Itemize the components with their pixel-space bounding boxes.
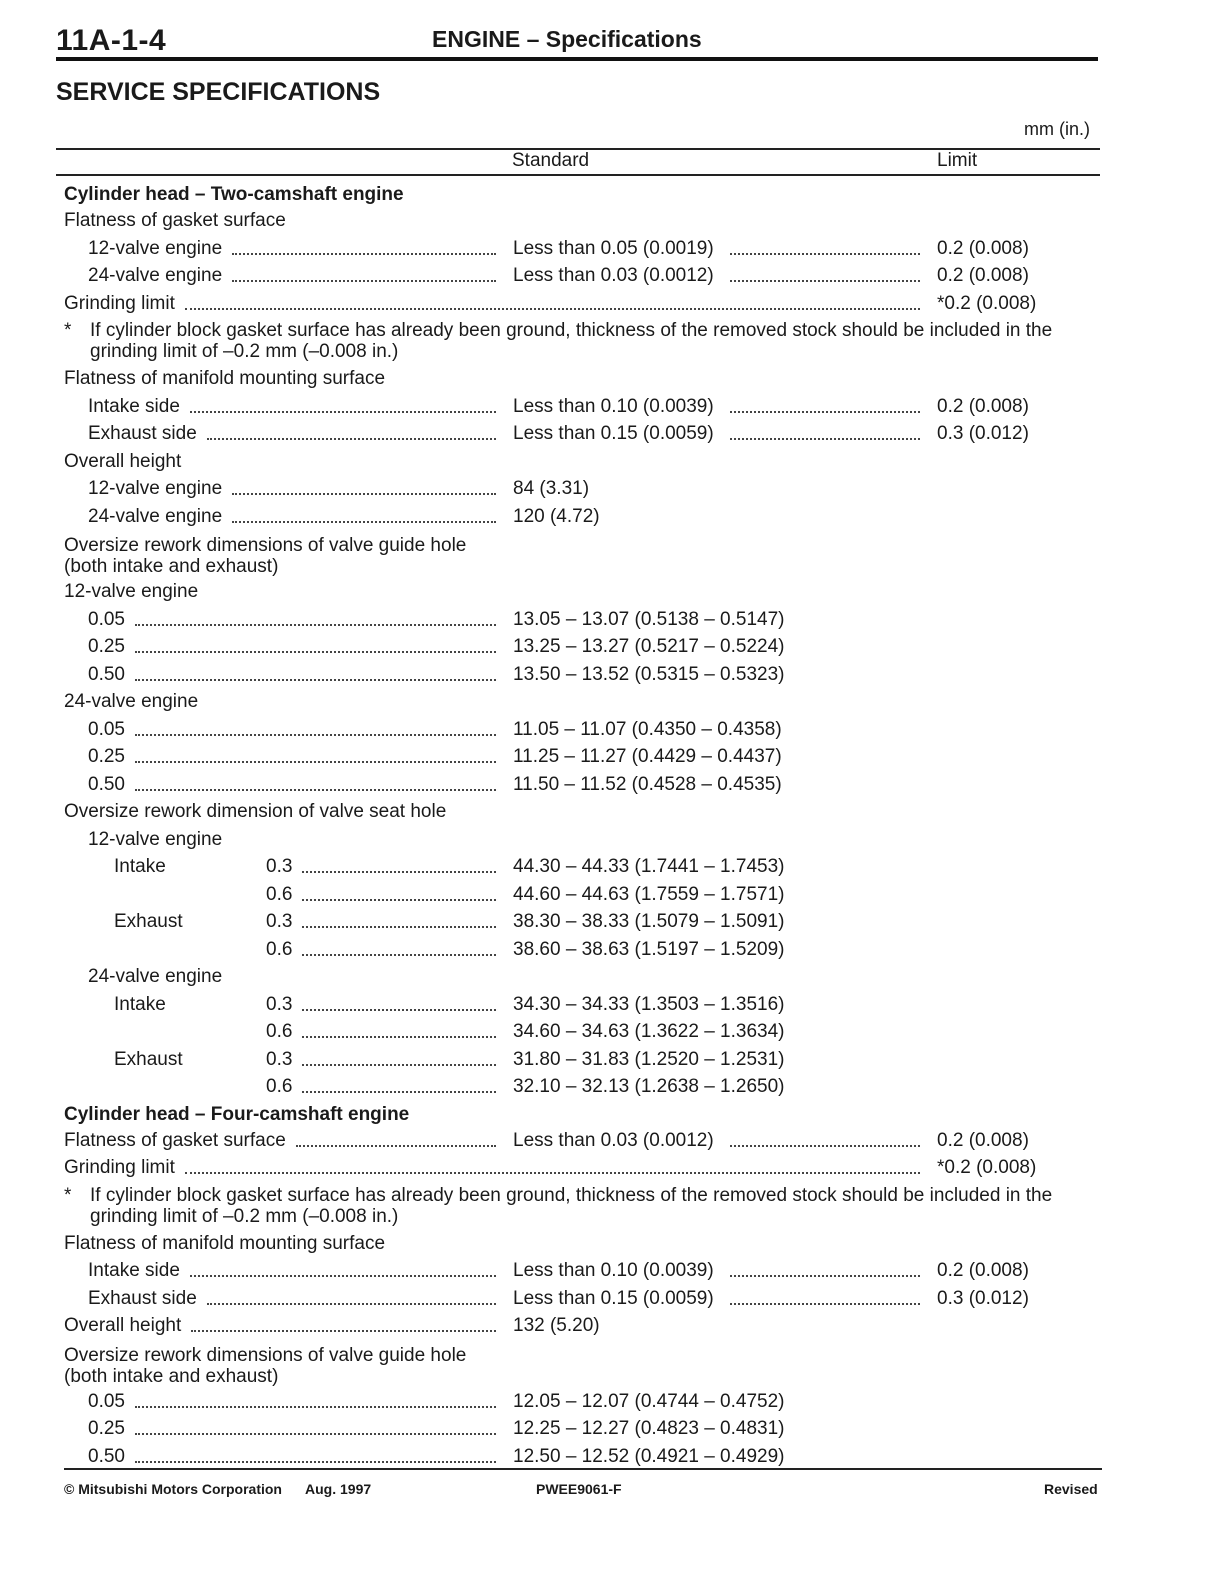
- limit-value: 0.2 (0.008): [937, 395, 1029, 417]
- limit-value: 0.2 (0.008): [937, 265, 1029, 286]
- row-label: 0.25: [88, 636, 125, 657]
- standard-value: Less than 0.10 (0.0039): [513, 1260, 714, 1281]
- standard-value: 31.80 – 31.83 (1.2520 – 1.2531): [513, 1048, 785, 1070]
- column-header-limit: Limit: [937, 150, 978, 171]
- row-label: 0.50: [88, 773, 125, 795]
- leader-dots: [185, 1172, 920, 1174]
- standard-value: 12.25 – 12.27 (0.4823 – 0.4831): [513, 1418, 785, 1439]
- leader-dots: [135, 624, 496, 626]
- leader-dots: [135, 679, 496, 681]
- footer-date: Aug. 1997: [305, 1481, 372, 1497]
- row-sublabel: 0.3: [266, 1048, 293, 1070]
- leader-dots: [302, 1036, 496, 1038]
- table-row: [0, 607, 1222, 633]
- leader-dots: [135, 651, 496, 653]
- row-label: 12-valve engine: [88, 828, 223, 850]
- leader-dots: [730, 1275, 920, 1277]
- table-row: [0, 504, 1222, 530]
- row-sublabel: 0.6: [266, 883, 293, 905]
- leader-dots: [135, 761, 496, 763]
- leader-dots: [302, 899, 496, 901]
- standard-value: 12.05 – 12.07 (0.4744 – 0.4752): [513, 1390, 785, 1412]
- leader-dots: [135, 1406, 496, 1408]
- table-row: [0, 744, 1222, 770]
- leader-dots: [135, 1433, 496, 1435]
- wrapped-label-line: Oversize rework dimensions of valve guide hole: [64, 1344, 467, 1366]
- leader-dots: [135, 734, 496, 736]
- row-sublabel: 0.3: [266, 856, 293, 877]
- row-label: Exhaust side: [88, 423, 197, 444]
- row-label: 24-valve engine: [88, 966, 223, 987]
- page-number: 11A-1-4: [56, 24, 167, 57]
- standard-value: Less than 0.03 (0.0012): [513, 265, 714, 286]
- row-label: Grinding limit: [64, 292, 175, 314]
- group-heading-label: Cylinder head – Two-camshaft engine: [64, 184, 404, 205]
- table-row: [0, 827, 1222, 853]
- standard-value: Less than 0.03 (0.0012): [513, 1129, 714, 1151]
- row-label: 0.50: [88, 1445, 125, 1467]
- row-label: 0.05: [88, 608, 125, 630]
- standard-value: 38.30 – 38.33 (1.5079 – 1.5091): [513, 911, 785, 932]
- row-label: Oversize rework dimension of valve seat hole: [64, 801, 447, 822]
- table-row: [0, 1286, 1222, 1312]
- table-row: [0, 476, 1222, 502]
- row-label: Intake side: [88, 395, 180, 417]
- table-row: [0, 291, 1222, 317]
- table-row: [0, 1389, 1222, 1415]
- standard-value: 120 (4.72): [513, 505, 600, 527]
- row-label: Intake: [114, 993, 166, 1015]
- limit-value: 0.3 (0.012): [937, 423, 1029, 444]
- table-row: [0, 263, 1222, 289]
- table-row: [0, 1313, 1222, 1339]
- row-label: 12-valve engine: [64, 581, 199, 602]
- column-header-standard: Standard: [512, 150, 590, 171]
- standard-value: 13.05 – 13.07 (0.5138 – 0.5147): [513, 608, 785, 630]
- table-row: [0, 1074, 1222, 1100]
- table-row: [0, 1019, 1222, 1045]
- row-label: 0.05: [88, 1390, 125, 1412]
- leader-dots: [302, 1091, 496, 1093]
- header-rule: [56, 57, 1098, 61]
- standard-value: 84 (3.31): [513, 478, 590, 499]
- row-label: Intake side: [88, 1260, 180, 1281]
- group-heading: [0, 1102, 1222, 1128]
- wrapped-label-line: Oversize rework dimensions of valve guide hole: [64, 535, 467, 556]
- standard-value: Less than 0.15 (0.0059): [513, 423, 714, 444]
- row-label: Flatness of gasket surface: [64, 210, 286, 231]
- leader-dots: [730, 411, 920, 413]
- standard-value: 32.10 – 32.13 (1.2638 – 1.2650): [513, 1076, 785, 1097]
- leader-dots: [135, 1461, 496, 1463]
- standard-value: 132 (5.20): [513, 1315, 600, 1336]
- footer-code: PWEE9061-F: [536, 1481, 622, 1497]
- wrapped-label-line: (both intake and exhaust): [64, 556, 279, 577]
- standard-value: 11.05 – 11.07 (0.4350 – 0.4358): [513, 718, 782, 740]
- table-row: [0, 579, 1222, 605]
- table-row: [0, 421, 1222, 447]
- limit-value: *0.2 (0.008): [937, 1157, 1037, 1178]
- row-label: Grinding limit: [64, 1157, 175, 1178]
- row-sublabel: 0.6: [266, 938, 293, 960]
- row-label: Flatness of manifold mounting surface: [64, 1232, 386, 1254]
- wrapped-label: [64, 535, 466, 577]
- row-label: 24-valve engine: [88, 265, 223, 286]
- table-header-rule: [56, 174, 1100, 176]
- row-sublabel: 0.6: [266, 1021, 293, 1042]
- table-row: [0, 1231, 1222, 1257]
- table-row: [0, 236, 1222, 262]
- table-row: [0, 909, 1222, 935]
- table-row: [0, 662, 1222, 688]
- row-label: Overall height: [64, 1315, 182, 1336]
- footer-rule: [64, 1468, 1102, 1470]
- table-row: [0, 689, 1222, 715]
- leader-dots: [232, 280, 496, 282]
- row-label: Flatness of gasket surface: [64, 1129, 286, 1151]
- leader-dots: [232, 253, 496, 255]
- footnote-text: If cylinder block gasket surface has already been ground, thickness of the removed stock should be included in the grinding limit of –0.2 mm (–0.008 in.): [90, 320, 1053, 362]
- row-label: 24-valve engine: [64, 691, 199, 712]
- table-row: [0, 208, 1222, 234]
- leader-dots: [302, 1009, 496, 1011]
- leader-dots: [185, 308, 920, 310]
- standard-value: 11.50 – 11.52 (0.4528 – 0.4535): [513, 773, 782, 795]
- row-label: 0.05: [88, 718, 125, 740]
- leader-dots: [302, 1064, 496, 1066]
- footnote-marker: *: [64, 320, 72, 341]
- table-row: [0, 449, 1222, 475]
- standard-value: 12.50 – 12.52 (0.4921 – 0.4929): [513, 1445, 785, 1467]
- table-row: [0, 799, 1222, 825]
- wrapped-label: [64, 1345, 466, 1387]
- limit-value: 0.2 (0.008): [937, 1129, 1029, 1151]
- table-row: [0, 882, 1222, 908]
- table-row: [0, 717, 1222, 743]
- footer-status: Revised: [1044, 1481, 1098, 1497]
- row-label: 0.25: [88, 746, 125, 767]
- group-heading: [0, 182, 1222, 208]
- leader-dots: [730, 1145, 920, 1147]
- standard-value: 13.50 – 13.52 (0.5315 – 0.5323): [513, 663, 785, 685]
- limit-value: 0.3 (0.012): [937, 1287, 1029, 1309]
- page-title: ENGINE – Specifications: [432, 26, 702, 52]
- row-label: Intake: [114, 856, 166, 877]
- row-label: Flatness of manifold mounting surface: [64, 368, 386, 389]
- leader-dots: [207, 1303, 496, 1305]
- group-heading-label: Cylinder head – Four-camshaft engine: [64, 1103, 410, 1125]
- table-row: [0, 634, 1222, 660]
- leader-dots: [730, 280, 920, 282]
- leader-dots: [302, 871, 496, 873]
- standard-value: 38.60 – 38.63 (1.5197 – 1.5209): [513, 938, 785, 960]
- standard-value: Less than 0.15 (0.0059): [513, 1287, 714, 1309]
- row-label: Overall height: [64, 450, 182, 472]
- row-label: 24-valve engine: [88, 505, 223, 527]
- table-row: [0, 1444, 1222, 1470]
- leader-dots: [730, 1303, 920, 1305]
- table-row: [0, 366, 1222, 392]
- leader-dots: [302, 926, 496, 928]
- standard-value: 11.25 – 11.27 (0.4429 – 0.4437): [513, 746, 782, 767]
- standard-value: 34.30 – 34.33 (1.3503 – 1.3516): [513, 993, 785, 1015]
- table-row: [0, 1047, 1222, 1073]
- row-label: 0.25: [88, 1418, 125, 1439]
- leader-dots: [302, 954, 496, 956]
- table-row: [0, 992, 1222, 1018]
- row-sublabel: 0.3: [266, 911, 293, 932]
- leader-dots: [135, 789, 496, 791]
- table-row: [0, 1155, 1222, 1181]
- row-label: Exhaust: [114, 1048, 183, 1070]
- table-row: [0, 964, 1222, 990]
- row-label: Exhaust: [114, 911, 183, 932]
- footnote-marker: *: [64, 1184, 72, 1206]
- standard-value: Less than 0.05 (0.0019): [513, 237, 714, 259]
- leader-dots: [296, 1145, 496, 1147]
- leader-dots: [232, 493, 496, 495]
- leader-dots: [232, 521, 496, 523]
- limit-value: 0.2 (0.008): [937, 1260, 1029, 1281]
- row-label: 0.50: [88, 663, 125, 685]
- row-sublabel: 0.3: [266, 993, 293, 1015]
- standard-value: 44.30 – 44.33 (1.7441 – 1.7453): [513, 856, 785, 877]
- table-row: [0, 394, 1222, 420]
- section-title: SERVICE SPECIFICATIONS: [56, 78, 381, 106]
- leader-dots: [207, 438, 496, 440]
- limit-value: 0.2 (0.008): [937, 237, 1029, 259]
- limit-value: *0.2 (0.008): [937, 292, 1037, 314]
- table-row: [0, 1258, 1222, 1284]
- table-row: [0, 854, 1222, 880]
- leader-dots: [190, 1275, 496, 1277]
- row-label: 12-valve engine: [88, 478, 223, 499]
- row-label: 12-valve engine: [88, 237, 223, 259]
- units-label: mm (in.): [1024, 119, 1090, 139]
- wrapped-label-line: (both intake and exhaust): [64, 1365, 279, 1387]
- row-sublabel: 0.6: [266, 1076, 293, 1097]
- table-row: [0, 1128, 1222, 1154]
- standard-value: 34.60 – 34.63 (1.3622 – 1.3634): [513, 1021, 785, 1042]
- leader-dots: [730, 253, 920, 255]
- table-row: [0, 937, 1222, 963]
- footnote-text: If cylinder block gasket surface has already been ground, thickness of the removed stock should be included in the grinding limit of –0.2 mm (–0.008 in.): [90, 1184, 1053, 1227]
- standard-value: 44.60 – 44.63 (1.7559 – 1.7571): [513, 883, 785, 905]
- table-row: [0, 1416, 1222, 1442]
- leader-dots: [190, 411, 496, 413]
- footer-copyright: © Mitsubishi Motors Corporation: [64, 1481, 282, 1497]
- standard-value: 13.25 – 13.27 (0.5217 – 0.5224): [513, 636, 785, 657]
- leader-dots: [191, 1330, 496, 1332]
- row-label: Exhaust side: [88, 1287, 197, 1309]
- leader-dots: [730, 438, 920, 440]
- standard-value: Less than 0.10 (0.0039): [513, 395, 714, 417]
- table-row: [0, 772, 1222, 798]
